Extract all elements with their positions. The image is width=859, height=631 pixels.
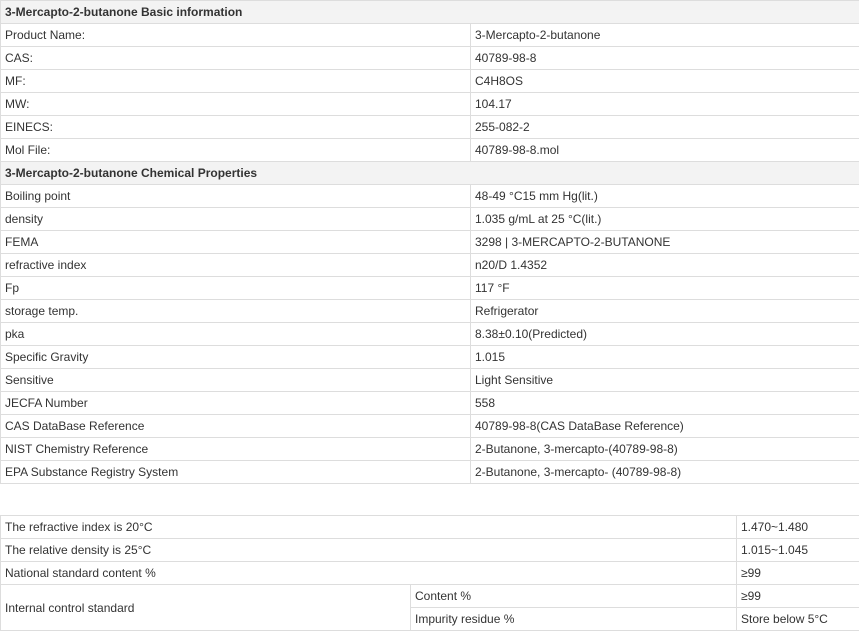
row-value: 558 — [471, 392, 859, 415]
row-value: 104.17 — [471, 93, 859, 116]
specification-table — [0, 515, 859, 631]
table-row — [1, 438, 859, 461]
spec-label: The refractive index is 20°C — [1, 516, 737, 539]
table-row — [1, 539, 859, 562]
table-row — [1, 70, 859, 93]
row-label: EINECS: — [1, 116, 471, 139]
row-value: 8.38±0.10(Predicted) — [471, 323, 859, 346]
spec-sublabel: Content % — [411, 585, 737, 608]
basic-info-title: 3-Mercapto-2-butanone Basic information — [1, 1, 859, 24]
internal-standard-label: Internal control standard — [1, 585, 411, 631]
row-value: n20/D 1.4352 — [471, 254, 859, 277]
row-label: NIST Chemistry Reference — [1, 438, 471, 461]
table-row — [1, 185, 859, 208]
row-label: pka — [1, 323, 471, 346]
row-label: CAS: — [1, 47, 471, 70]
row-value: 3298 | 3-MERCAPTO-2-BUTANONE — [471, 231, 859, 254]
row-label: refractive index — [1, 254, 471, 277]
chemical-properties-title: 3-Mercapto-2-butanone Chemical Properties — [1, 162, 859, 185]
table-row — [1, 208, 859, 231]
row-value: 2-Butanone, 3-mercapto-(40789-98-8) — [471, 438, 859, 461]
row-value: 3-Mercapto-2-butanone — [471, 24, 859, 47]
row-label: JECFA Number — [1, 392, 471, 415]
spec-value: ≥99 — [737, 585, 859, 608]
row-label: EPA Substance Registry System — [1, 461, 471, 484]
row-label: density — [1, 208, 471, 231]
table-row — [1, 346, 859, 369]
table-row — [1, 516, 859, 539]
spec-value: 1.470~1.480 — [737, 516, 859, 539]
table-row — [1, 300, 859, 323]
table-row — [1, 562, 859, 585]
row-label: MW: — [1, 93, 471, 116]
row-value: 40789-98-8.mol — [471, 139, 859, 162]
row-label: CAS DataBase Reference — [1, 415, 471, 438]
section-header-row — [1, 162, 859, 185]
row-value: 255-082-2 — [471, 116, 859, 139]
table-row — [1, 392, 859, 415]
table-row — [1, 585, 859, 608]
row-label: Boiling point — [1, 185, 471, 208]
row-label: Sensitive — [1, 369, 471, 392]
table-row — [1, 277, 859, 300]
table-row — [1, 461, 859, 484]
section-header-row — [1, 1, 859, 24]
table-row — [1, 47, 859, 70]
row-value: C4H8OS — [471, 70, 859, 93]
table-row — [1, 254, 859, 277]
row-value: Light Sensitive — [471, 369, 859, 392]
row-value: 1.035 g/mL at 25 °C(lit.) — [471, 208, 859, 231]
table-row — [1, 415, 859, 438]
spec-value: ≥99 — [737, 562, 859, 585]
row-label: Specific Gravity — [1, 346, 471, 369]
row-value: 48-49 °C15 mm Hg(lit.) — [471, 185, 859, 208]
row-value: Refrigerator — [471, 300, 859, 323]
table-row — [1, 93, 859, 116]
table-row — [1, 24, 859, 47]
spec-value: 1.015~1.045 — [737, 539, 859, 562]
row-label: Mol File: — [1, 139, 471, 162]
spec-label: The relative density is 25°C — [1, 539, 737, 562]
row-label: MF: — [1, 70, 471, 93]
row-value: 2-Butanone, 3-mercapto- (40789-98-8) — [471, 461, 859, 484]
spec-sublabel: Impurity residue % — [411, 608, 737, 631]
table-row — [1, 116, 859, 139]
row-label: storage temp. — [1, 300, 471, 323]
table-row — [1, 323, 859, 346]
row-value: 40789-98-8 — [471, 47, 859, 70]
row-value: 40789-98-8(CAS DataBase Reference) — [471, 415, 859, 438]
spec-label: National standard content % — [1, 562, 737, 585]
spec-value: Store below 5°C — [737, 608, 859, 631]
row-label: Fp — [1, 277, 471, 300]
row-label: Product Name: — [1, 24, 471, 47]
row-label: FEMA — [1, 231, 471, 254]
table-row — [1, 369, 859, 392]
table-row — [1, 231, 859, 254]
row-value: 1.015 — [471, 346, 859, 369]
table-row — [1, 139, 859, 162]
row-value: 117 °F — [471, 277, 859, 300]
